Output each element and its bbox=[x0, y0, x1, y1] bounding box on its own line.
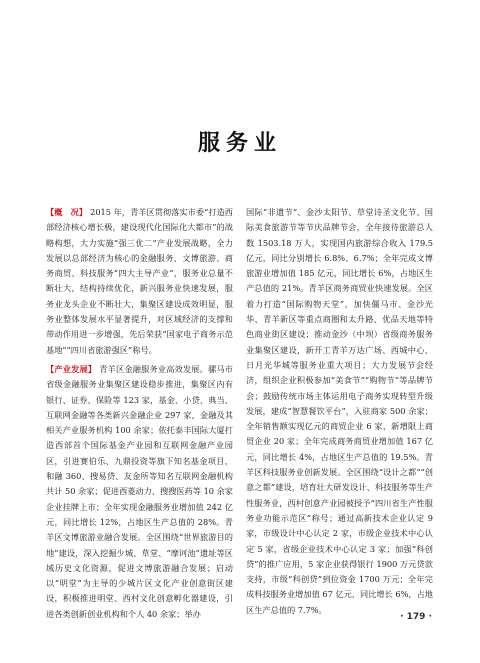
right-column-paragraph: 国际“非遗节”、金沙太阳节、草堂诗圣文化节、国际美食旅游节等节庆品牌节会，全年接待旅游总人数 1503.18 万人，实现国内旅游综合收入 179.5 亿元，同比分别增长 6.8%、6.7%；全年完成文博旅游业增加值 185 亿元，同比增长 6%，占地区生产总值的 21%。青羊区商务商贸业快速发展。全区着力打造“国际购物天堂”，加快僵马市、金沙光华、青羊新区等重点商圈和太升路、优品天地等特色商业街区建设；推动金沙（中坝）省级商务服务业集聚区建设，新开工青羊万达广场、西城中心、日月光华城等服务业重大项目；大力发展节会经济，组织企业积极参加“美食节”“购物节”等品牌节会；鼓励传统市场主体运用电子商务实现转型升级发展，建成“智慧餐饮平台”，入驻商家 500 余家；全年销售额实现亿元的商贸企业 6 家，新增限上商贸企业 20 家；全年完成商务商贸业增加值 167 亿元，同比增长 4%，占地区生产总值的 19.5%。青羊区科技服务业创新发展。全区围绕“设计之都”“创意之都”建设，培育壮大研发设计、科技服务等生产性服务业，西村创意产业园被授予“四川省生产性服务业功能示范区”称号；通过高新技术企业认定 9 家，市级设计中心认定 2 家，市级企业技术中心认定 5 家，省级企业技术中心认定 3 家；加强“科创贷”的推广应用，5 家企业获得银行 1900 万元贷款支持，市级“科创贷”到位资金 1700 万元；全年完成科技服务业增加值 67 亿元，同比增长 6%，占地区生产总值的 7.7%。 bbox=[246, 207, 433, 615]
industry-section-title: 【产业发展】 bbox=[46, 363, 97, 374]
page-number: · 179 · bbox=[400, 612, 432, 622]
industry-text: 青羊区金融服务业高效发展。骡马市省级金融服务业集聚区建设稳步推进，集聚区内有银行、证券、保险等 123 家，基金、小贷、典当、互联网金融等各类新兴金融企业 297 家，金融及其相关产业服务机构 100 余家；依托泰丰国际大厦打造西部首个国际基金产业园和互联网金融产业园区，引进赛伯乐、九鼎投资等旗下知名基金项目，和融 360、搜易贷、友金所等知名互联网金融机构共计 50 余家；促进西菱动力、搜搜医药等 10 余家企业挂牌上市；全年实现金融服务业增加值 242 亿元，同比增长 12%，占地区生产总值的 28%。青羊区文博旅游业融合发展。全区围绕“世界旅游目的地”建设，深入挖掘少城、草堂、“摩诃池”遗址等区域历史文化资源，促进文博旅游融合发展；启动以“明堂”为主导的少城片区文化产业创意街区建设，积极推进明堂、西村文化创意孵化器建设，引进各类创新创业机构和个人 40 余家；举办 bbox=[46, 363, 233, 619]
right-column bbox=[246, 205, 433, 622]
overview-section-title: 【概 况】 bbox=[46, 207, 88, 217]
page-title: 服务业 bbox=[197, 131, 282, 156]
industry-paragraph bbox=[46, 362, 233, 622]
overview-paragraph bbox=[46, 205, 233, 358]
left-column bbox=[46, 205, 233, 626]
overview-text: 2015 年，青羊区贯彻落实市委“打造西部经济核心增长极，建设现代化国际化大都市”的战略构想，大力实施“强三优二”产业发展战略，全力发展以总部经济为核心的金融服务、文博旅游、商务商贸、科技服务“四大主导产业”，服务业总量不断壮大，结构持续优化，新兴服务业快速发展，服务业龙头企业不断壮大，集聚区建设成效明显，服务业整体发展水平显著提升，对区域经济的支撑和带动作用进一步增强，先后荣获“国家电子商务示范基地”“四川省旅游强区”称号。 bbox=[46, 207, 233, 355]
